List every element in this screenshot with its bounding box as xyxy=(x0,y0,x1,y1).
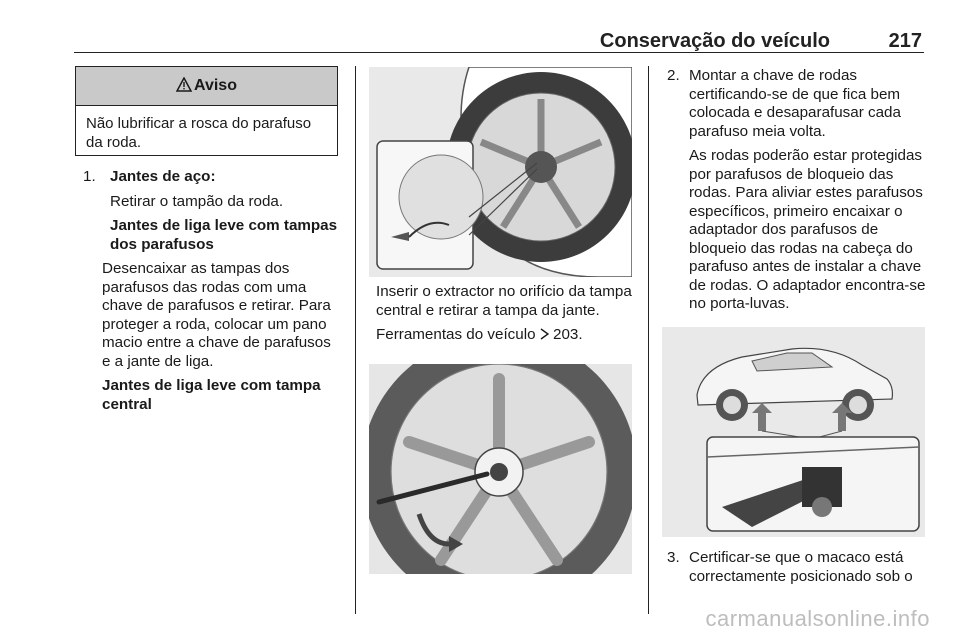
figure-wheel-extractor xyxy=(369,364,632,574)
header-rule xyxy=(74,52,924,53)
alloy-caps-text: Desencaixar as tampas dos parafusos das rodas com uma chave de parafusos e retirar. Para proteger a roda, colocar um pano macio entre a chave de parafusos e a jante de liga. xyxy=(102,260,331,370)
step-2-number: 2. xyxy=(667,67,680,84)
column-right-bottom xyxy=(667,549,929,592)
warning-triangle-icon xyxy=(176,77,192,96)
site-watermark: carmanualsonline.info xyxy=(705,606,930,631)
column-divider-left xyxy=(355,66,356,614)
step-1-number: 1. xyxy=(83,168,96,185)
figure-caption-2: Ferramentas do veículo 203. xyxy=(376,326,583,343)
step-2-paragraph: As rodas poderão estar protegidas por parafusos de bloqueio das rodas. Para aliviar estes parafusos específicos, primeiro encaixar o adaptador dos parafusos de bloqueio das rodas na cabeça do parafuso antes de instalar a chave de rodas. O adaptador encontra-se no porta-luvas. xyxy=(689,147,926,312)
column-middle xyxy=(376,283,638,351)
warning-header xyxy=(76,67,337,106)
step-1-text: Retirar o tampão da roda. xyxy=(110,192,284,210)
figure-hubcap-removal xyxy=(369,67,632,277)
step-3-number: 3. xyxy=(667,549,680,566)
step-1-title: Jantes de aço: xyxy=(110,168,216,185)
warning-text: Não lubrificar a rosca do parafuso da roda. xyxy=(86,115,312,151)
warning-title: Aviso xyxy=(194,77,237,94)
column-left xyxy=(83,168,343,420)
figure-caption-1: Inserir o extractor no orifício da tampa central e retirar a tampa da jante. xyxy=(376,283,632,319)
page-number: 217 xyxy=(888,30,922,52)
column-right xyxy=(667,67,929,320)
warning-box xyxy=(75,66,338,156)
step-2-text: Montar a chave de rodas certificando-se de que fica bem colocada e desaparafusar cada parafuso meia volta. xyxy=(689,67,901,140)
step-3-text: Certificar-se que o macaco está correctamente posicionado sob o xyxy=(689,549,913,585)
column-divider-right xyxy=(648,66,649,614)
figure-jack-position xyxy=(662,327,925,537)
alloy-caps-title: Jantes de liga leve com tampas dos parafusos xyxy=(110,217,338,253)
page-reference-number[interactable]: 203. xyxy=(553,326,583,343)
page-reference-arrow-icon xyxy=(540,326,553,343)
center-cap-title: Jantes de liga leve com tampa central xyxy=(102,377,321,413)
section-title: Conservação do veículo xyxy=(599,30,830,52)
